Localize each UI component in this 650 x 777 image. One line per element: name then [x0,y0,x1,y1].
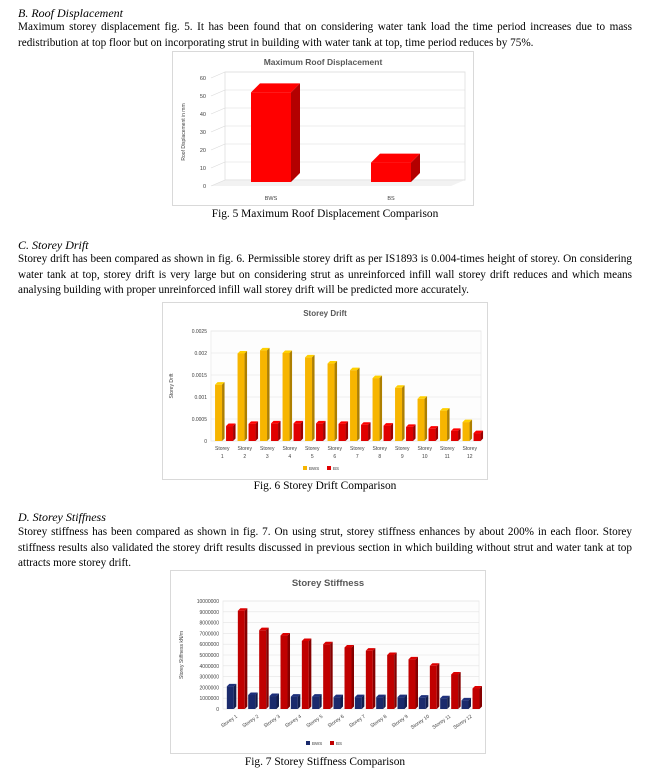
bar-bs-1-front [238,611,245,709]
figure-caption-6: Fig. 6 Storey Drift Comparison [253,480,397,492]
y-tick-label: 6000000 [199,642,219,649]
bar-bws-6 [334,695,344,709]
x-tick-label: Storey 8 [369,713,389,730]
y-tick-label: 10 [199,166,206,172]
bar-bws-1-front [215,385,222,441]
bar-bws-7 [355,695,365,709]
bar-bws-8 [376,695,386,709]
bar-bws-5-front [312,697,319,709]
bar-bws-4 [291,694,301,709]
bar-bs-2-front [259,630,266,709]
bar-bs-2-side [266,628,269,709]
x-tick-label-word: Storey [215,446,230,452]
gridline-diag-5 [211,90,225,96]
bar-bws-9-front [398,697,405,709]
bar-bs-3-side [278,421,281,441]
bar-bs-1-side [245,608,248,709]
bar-bs-10-side [436,426,439,441]
bar-bws-10 [419,695,429,709]
bar-bs-6-side [346,421,349,441]
x-tick-label-word: Storey [417,446,432,452]
bar-bs-3-front [281,636,288,709]
bar-bws-5 [305,355,315,441]
y-tick-label: 40 [199,112,206,118]
bar-bs-9-front [406,427,413,441]
bar-bws-6-side [335,361,338,441]
bar-bs-10-front [430,666,437,709]
bar-bws-2 [248,692,258,709]
bar-bws-2 [238,351,248,441]
x-tick-label: Storey 1 [220,713,239,730]
y-tick-label: 0 [204,439,207,445]
figure-caption-5: Fig. 5 Maximum Roof Displacement Comparison [211,208,439,220]
bar-bws-11-front [440,698,447,709]
x-tick-label-word: Storey [260,446,275,452]
bar-bs-10-front [429,429,436,441]
bar-bws-4-side [290,351,293,442]
x-tick-label: Storey 9 [390,713,410,730]
bar-bws-9 [398,695,408,709]
bar-bs-5 [316,421,326,441]
chart-storey-drift [162,302,488,480]
bar-bs-6-front [339,424,346,441]
bar-bs-5-front [323,644,330,709]
bar-bws-3-front [270,696,277,709]
bar-bws-4 [283,351,293,442]
bar-bws-7-side [357,368,360,441]
bar-bs-7-side [368,422,371,441]
bar-bs-8 [384,423,394,441]
bar-bs-1-side [233,424,236,441]
bar-bws-6-front [334,697,341,709]
legend-label-bs: BS [336,741,343,746]
bar-bs-11-front [451,674,458,709]
bar-bws-12-front [462,700,469,709]
bar-bws-1-side [234,684,237,709]
bar-bs-9-front [409,659,416,709]
bar-bws-8-front [373,378,380,441]
x-tick-label-number: 2 [243,454,247,460]
chart-title: Maximum Roof Displacement [263,57,383,67]
bar-bs-5-side [330,642,333,709]
bar-bws-2-front [248,695,255,709]
bar-bs-9 [409,657,419,709]
bar-bws-10-front [418,399,425,441]
bar-bws-7-front [355,697,362,709]
x-tick-label-number: 9 [400,454,404,460]
x-tick-label-word: Storey [440,446,455,452]
bar-bs-7-side [373,648,376,709]
x-tick-label: Storey 12 [452,713,474,731]
bar-bws-7-side [362,695,365,709]
bar-bs-11 [451,672,461,709]
x-tick-label-word: Storey [395,446,410,452]
bar-bws-3-front [260,350,267,441]
x-tick-label-number: 8 [378,454,382,460]
bar-bs-11 [451,428,461,441]
x-tick-label: Storey 3 [262,713,282,730]
y-tick-label: 9000000 [199,609,219,616]
bar-bs-10-side [437,663,440,709]
bar-bws-9-front [395,388,402,441]
bar-bs-9 [406,424,416,441]
y-axis-label: Storey Stiffness kN/m [179,631,185,679]
bar-bws-5-side [312,355,315,441]
gridline-diag-6 [211,72,225,78]
bar-bws-4-side [298,694,301,709]
y-tick-label: 8000000 [199,620,219,627]
bar-bws-8-side [383,695,386,709]
bar-bws-7-front [350,370,357,441]
chart-storey-stiffness-svg [171,571,485,753]
gridline-diag-2 [211,144,225,150]
y-tick-label: 10000000 [196,599,219,605]
x-tick-label: Storey 5 [305,713,325,730]
chart-storey-drift-svg [163,303,487,479]
bar-bs-2-side [256,421,258,441]
bar-bws-front [251,92,291,182]
y-tick-label: 3000000 [199,674,219,681]
bar-bs-3 [271,421,281,441]
bar-bs-7 [361,422,371,441]
bar-bs [371,154,420,182]
bar-bws-10-front [419,698,426,709]
x-tick-label-number: 1 [220,454,224,460]
bar-bs-1 [238,608,248,709]
bar-bws-4-front [283,353,290,441]
legend-swatch-bs [330,741,334,745]
bar-bws-2-side [245,351,248,441]
x-tick-label-word: Storey [237,446,252,452]
bar-bws-9-side [405,695,408,709]
bar-bws-5-side [319,694,322,709]
bar-bws-side [291,83,300,182]
bar-bws-10 [418,396,428,441]
bar-bws-8-front [376,697,383,709]
x-tick-label-number: 5 [310,454,314,460]
x-tick-label: Storey 4 [284,713,303,730]
y-tick-label: 0.0025 [191,329,207,335]
x-tick-label-word: Storey [462,446,477,452]
section-text-roof-displacement: Maximum storey displacement fig. 5. It has been found that on considering water tank load the time period increases due to mass redistribution at top floor but on incorporating strut in building with water tank at top, time period reduces by 75%. [18,21,632,49]
bar-bws-3 [260,348,270,441]
x-tick-label-number: 4 [288,454,292,460]
y-tick-label: 20 [199,148,206,154]
y-tick-label: 0.001 [194,395,207,401]
bar-bs-10 [429,426,439,441]
x-tick-label: Storey 6 [326,713,346,730]
bar-bs-9-side [416,657,419,709]
bar-bs-8-front [384,426,391,441]
bar-bws-1 [227,684,237,709]
bar-bs-12 [473,686,483,709]
y-tick-label: 0.002 [194,351,207,357]
chart-title: Storey Stiffness [291,578,365,589]
bar-bws-11-front [440,411,447,441]
y-tick-label: 0 [216,707,219,713]
bar-bs-front [371,163,411,182]
bar-bs-5-front [316,423,323,441]
x-tick-label: Storey 2 [241,713,261,730]
bar-bs-10 [430,663,440,709]
legend-label-bws: BWS [309,466,320,471]
x-tick-label-number: 10 [421,454,428,460]
x-tick-label-number: 6 [333,454,337,460]
bar-bs-8 [387,653,397,710]
section-heading-storey-stiffness: D. Storey Stiffness [18,510,106,524]
x-tick-label-word: Storey [327,446,342,452]
bar-bws-11 [440,696,450,709]
y-tick-label: 0 [202,184,206,190]
legend-swatch-bws [306,741,310,745]
bar-bws-12-side [470,420,473,441]
section-heading-roof-displacement: B. Roof Displacement [18,6,123,20]
bar-bs-4-front [302,641,309,709]
bar-bws-6-front [328,364,335,441]
bar-bws-6-side [341,695,344,709]
bar-bs-7-front [361,425,368,441]
bar-bs-1 [226,424,236,441]
bar-bws-1-side [222,382,225,441]
bar-bws-8 [373,376,383,441]
legend-swatch-bws [303,466,307,470]
x-tick-label: Storey 10 [409,713,431,731]
bar-bs-3-side [288,633,291,709]
legend-label-bws: BWS [312,741,323,746]
bar-bs-4-side [309,638,312,709]
bar-bws-11-side [447,408,450,441]
bar-bws-12 [463,420,473,441]
bar-bws-4-front [291,697,298,709]
chart-roof-displacement-svg [173,52,473,205]
bar-bs-2-front [249,424,256,441]
x-tick-label: Storey 7 [348,713,367,730]
chart-title: Storey Drift [303,309,347,318]
bar-bs-11-side [458,672,461,709]
x-tick-label-word: Storey [305,446,320,452]
bar-bws-6 [328,361,338,441]
bar-bws-3 [270,694,280,709]
bar-bws-1 [215,382,225,441]
bar-bs-5-side [323,421,326,441]
y-tick-label: 50 [199,94,206,100]
bar-bs-6-front [345,647,352,709]
section-heading-storey-drift: C. Storey Drift [18,238,89,252]
bar-bs-4-front [294,423,301,441]
bar-bws-5 [312,694,322,709]
bar-bs-12-front [473,688,480,709]
bar-bws-5-front [305,357,312,441]
x-tick-label: Storey 11 [431,713,453,731]
bar-bws [251,83,300,182]
x-tick-label-number: 12 [466,454,473,460]
bar-bws-2-side [255,692,258,709]
x-tick-label: BWS [264,196,278,202]
bar-bws-10-side [425,396,428,441]
bar-bs-1-front [226,426,233,441]
bar-bs-8-side [394,653,397,710]
bar-bws-7 [350,368,360,441]
x-tick-label-word: Storey [350,446,365,452]
bar-bs-7-front [366,651,373,709]
bar-bs-2 [249,421,258,441]
y-axis-label: Storey Drift [169,373,175,399]
bar-bs-6-side [352,645,355,709]
bar-bws-3-side [267,348,270,441]
bar-bs-8-side [391,423,394,441]
bar-bs-6 [339,421,349,441]
bar-bws-9 [395,385,405,441]
x-tick-label-word: Storey [372,446,387,452]
bar-bs-5 [323,642,333,709]
bar-bs-7 [366,648,376,709]
gridline-diag-4 [211,108,225,114]
x-tick-label-number: 7 [355,454,359,460]
bar-bs-4-side [301,421,304,441]
bar-bws-9-side [402,385,405,441]
bar-bws-12 [462,698,472,709]
chart-roof-displacement [172,51,474,206]
bar-bs-8-front [387,655,394,709]
y-tick-label: 7000000 [199,631,219,638]
bar-bs-4 [302,638,312,709]
bar-bs-9-side [413,424,416,441]
y-axis-label: Roof Displacement in mm [181,103,187,161]
legend-label-bs: BS [333,466,340,471]
x-tick-label-word: Storey [282,446,297,452]
figure-caption-7: Fig. 7 Storey Stiffness Comparison [244,756,406,768]
bar-bws-1-front [227,686,234,709]
section-text-storey-drift: Storey drift has been compared as shown in fig. 6. Permissible storey drift as per IS1893 is 0.004-times height of storey. On considering water tank at top, storey drift is very large but on considering strut as unreinforced infill wall storey drift reduces and which means analysing building with proper unreinforced infill wall storey drift will be predicted more accurately. [18,253,632,296]
bar-bws-12-front [463,422,470,441]
y-tick-label: 0.0005 [191,417,207,423]
bar-bws-3-side [277,694,280,709]
bar-bs-12-side [480,686,483,709]
y-tick-label: 1000000 [199,696,219,703]
bar-bs-12 [474,431,484,441]
bar-bs-4 [294,421,304,441]
bar-bs-6 [345,645,355,709]
section-text-storey-stiffness: Storey stiffness has been compared as shown in fig. 7. On using strut, storey stiffness enhances by about 200% in each floor. Storey stiffness results also validated the storey drift results discussed in previous section in which building without strut and water tank at top attracts more storey drift. [18,526,632,569]
y-tick-label: 2000000 [199,685,219,692]
legend-swatch-bs [327,466,331,470]
x-tick-label-number: 3 [265,454,269,460]
y-tick-label: 60 [199,76,206,82]
floor [211,180,465,186]
x-tick-label-number: 11 [444,454,450,460]
bar-bs-12-front [474,433,481,441]
bar-bws-8-side [380,376,383,441]
y-tick-label: 5000000 [199,653,219,659]
bar-bs-2 [259,628,269,709]
y-tick-label: 0.0015 [191,373,207,379]
gridline-diag-1 [211,162,225,168]
bar-bws-2-front [238,353,245,441]
bar-bs-11-front [451,431,458,441]
gridline-diag-3 [211,126,225,132]
y-tick-label: 4000000 [199,663,219,670]
bar-bws-11 [440,408,450,441]
x-tick-label: BS [387,196,395,202]
bar-bs-3-front [271,423,278,441]
y-tick-label: 30 [199,130,206,136]
chart-storey-stiffness [170,570,486,754]
bar-bs-3 [281,633,291,709]
